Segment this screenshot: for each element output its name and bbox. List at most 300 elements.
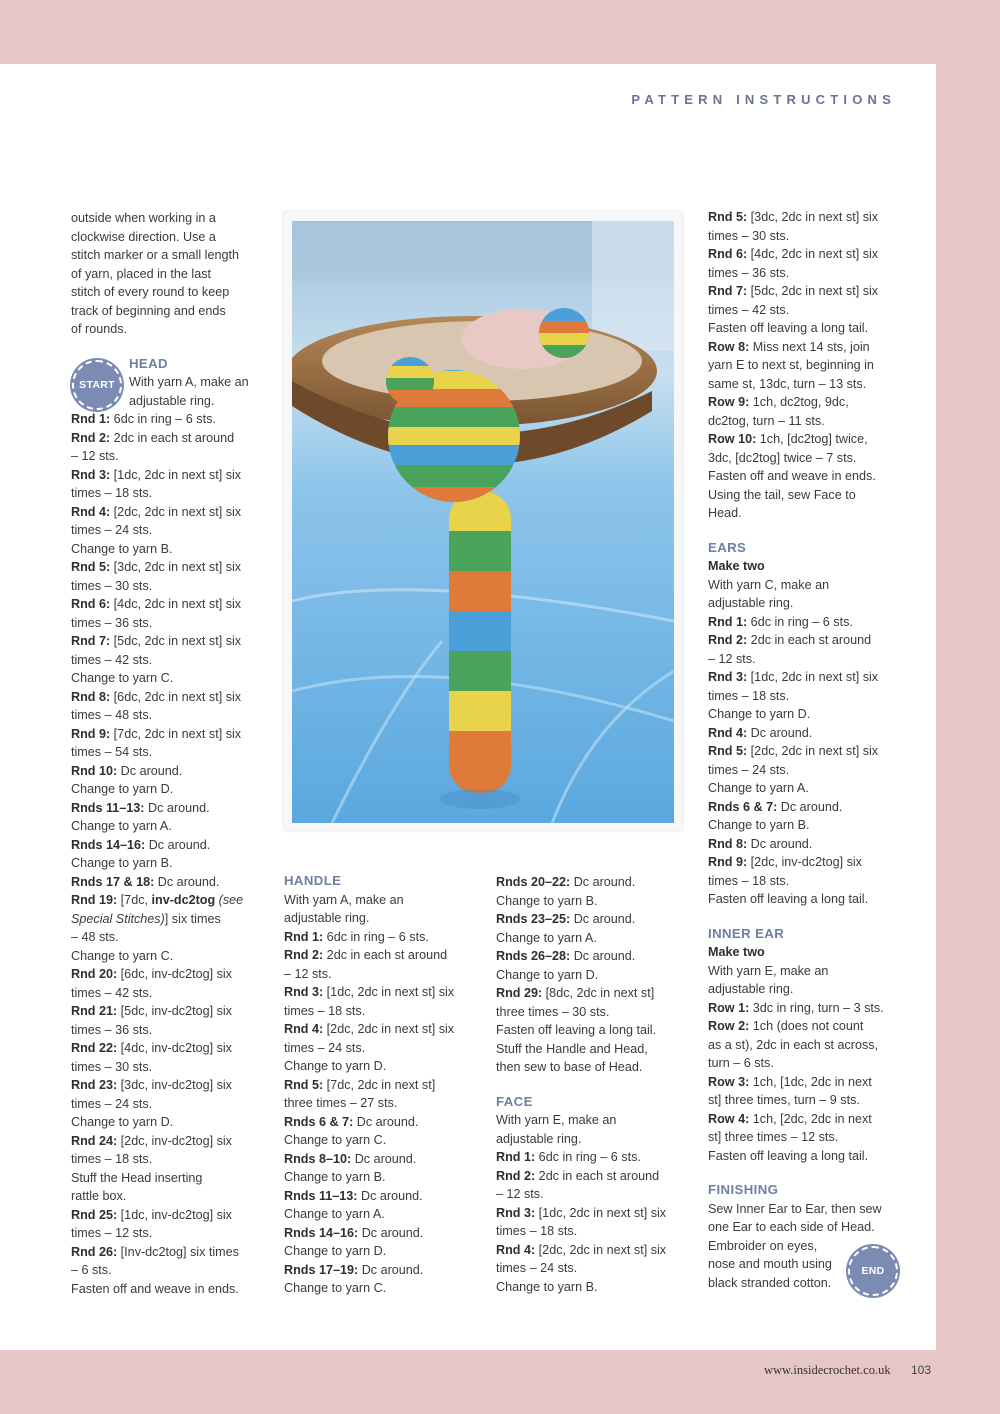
instruction-line bbox=[71, 1224, 271, 1243]
instruction-line bbox=[708, 705, 908, 724]
instruction-line bbox=[71, 1169, 271, 1188]
round-label: Rnd 2: bbox=[284, 948, 324, 962]
instruction-line bbox=[708, 393, 908, 412]
instruction-text: 6dc in ring – 6 sts. bbox=[110, 412, 216, 426]
instruction-line bbox=[708, 356, 908, 375]
instruction-line bbox=[284, 891, 484, 910]
instruction-line bbox=[708, 724, 908, 743]
instruction-text: [6dc, 2dc in next st] six bbox=[110, 689, 242, 704]
round-label: Rnd 4: bbox=[284, 1022, 324, 1036]
round-label: Rnd 21: bbox=[71, 1004, 118, 1018]
instruction-line bbox=[708, 486, 908, 505]
text-line: outside when working in a bbox=[71, 211, 216, 225]
column-4 bbox=[708, 208, 908, 1292]
text-line: track of beginning and ends bbox=[71, 303, 226, 318]
instruction-text: Change to yarn D. bbox=[496, 967, 599, 982]
instruction-line bbox=[496, 873, 696, 892]
instruction-text: Change to yarn C. bbox=[284, 1133, 387, 1147]
instruction-text: [3dc, 2dc in next st] six bbox=[110, 560, 242, 574]
text-line: clockwise direction. Use a bbox=[71, 229, 216, 244]
instruction-line bbox=[708, 319, 908, 338]
instruction-line bbox=[496, 1167, 696, 1186]
instruction-text: times – 12 sts. bbox=[71, 1226, 153, 1240]
instruction-text: Head. bbox=[708, 506, 742, 520]
round-label: Rnd 5: bbox=[284, 1077, 324, 1092]
instruction-line bbox=[708, 338, 908, 357]
instruction-line bbox=[71, 873, 271, 892]
instruction-line bbox=[284, 1076, 484, 1095]
instruction-line bbox=[284, 1187, 484, 1206]
instruction-text: times – 36 sts. bbox=[71, 1022, 153, 1037]
instruction-line bbox=[71, 614, 271, 633]
instruction-text: [1dc, inv-dc2tog] six bbox=[117, 1207, 232, 1222]
instruction-line bbox=[71, 632, 271, 651]
instruction-text: [2dc, 2dc in next st] six bbox=[323, 1022, 455, 1036]
round-label: Rnd 4: bbox=[71, 504, 111, 519]
instruction-line bbox=[708, 668, 908, 687]
face-instructions-cont bbox=[708, 208, 908, 523]
instruction-text: Dc around. bbox=[351, 1151, 417, 1166]
instruction-line bbox=[496, 1040, 696, 1059]
instruction-text: 2dc in each st around bbox=[535, 1168, 660, 1183]
instruction-line bbox=[708, 1036, 908, 1055]
footer-url: www.insidecrochet.co.uk bbox=[764, 1363, 891, 1377]
instruction-line bbox=[496, 1111, 696, 1130]
instruction-line bbox=[708, 853, 908, 872]
instruction-line bbox=[708, 1054, 908, 1073]
round-label: Row 3: bbox=[708, 1074, 750, 1089]
instruction-text: 6dc in ring – 6 sts. bbox=[323, 929, 429, 944]
instruction-line bbox=[71, 799, 271, 818]
instruction-text: Change to yarn B. bbox=[496, 893, 598, 908]
instruction-line bbox=[496, 1148, 696, 1167]
instruction-line bbox=[496, 929, 696, 948]
instruction-text: times – 30 sts. bbox=[71, 1059, 153, 1074]
instruction-line bbox=[71, 725, 271, 744]
section-title-face: FACE bbox=[496, 1093, 533, 1109]
round-label: Rnd 23: bbox=[71, 1078, 118, 1092]
instruction-line bbox=[71, 1039, 271, 1058]
instruction-text: [2dc, inv-dc2tog] six bbox=[117, 1133, 232, 1148]
instruction-line bbox=[71, 1076, 271, 1095]
instruction-text: [2dc, 2dc in next st] six bbox=[747, 744, 879, 758]
instruction-text: 2dc in each st around bbox=[747, 633, 872, 647]
instruction-text: 6dc in ring – 6 sts. bbox=[535, 1150, 641, 1164]
round-label: Rnds 11–13: bbox=[284, 1188, 358, 1203]
instruction-text: times – 42 sts. bbox=[708, 302, 790, 317]
handle-instructions-cont bbox=[496, 873, 696, 1077]
instruction-text: adjustable ring. bbox=[496, 1131, 582, 1146]
instruction-line bbox=[708, 631, 908, 650]
instruction-text: Dc around. bbox=[353, 1114, 419, 1129]
instruction-text: 6dc in ring – 6 sts. bbox=[747, 614, 853, 629]
instruction-text: Change to yarn A. bbox=[496, 930, 597, 945]
round-label: Rnd 7: bbox=[708, 284, 748, 298]
instruction-line bbox=[284, 1261, 484, 1280]
face-instructions bbox=[496, 1111, 696, 1296]
instruction-text: rattle box. bbox=[71, 1189, 127, 1203]
section-title-inner-ear: INNER EAR bbox=[708, 925, 785, 941]
instruction-line bbox=[71, 484, 271, 503]
head-instructions bbox=[71, 410, 271, 891]
round-label: Rnds 17 & 18: bbox=[71, 874, 155, 889]
instruction-line bbox=[708, 227, 908, 246]
instruction-text: Change to yarn D. bbox=[71, 782, 174, 796]
instruction-text: times – 24 sts. bbox=[284, 1040, 366, 1055]
instruction-text: [5dc, inv-dc2tog] six bbox=[117, 1004, 232, 1018]
round-label: Rnd 2: bbox=[71, 430, 111, 445]
round-label: Rnd 20: bbox=[71, 967, 118, 981]
instruction-text: – 48 sts. bbox=[71, 930, 119, 944]
instruction-line bbox=[496, 1259, 696, 1278]
instruction-text: With yarn A, make an bbox=[284, 892, 404, 907]
instruction-text: – 12 sts. bbox=[708, 651, 756, 666]
round-label: Rnd 1: bbox=[284, 929, 324, 944]
instruction-text: [6dc, inv-dc2tog] six bbox=[117, 967, 232, 981]
round-label: Rnds 14–16: bbox=[71, 837, 146, 852]
instruction-text: Sew Inner Ear to Ear, then sew bbox=[708, 1201, 882, 1216]
section-title-ears: EARS bbox=[708, 539, 747, 555]
instruction-line bbox=[71, 762, 271, 781]
instruction-text: times – 54 sts. bbox=[71, 745, 153, 759]
instruction-line bbox=[496, 892, 696, 911]
instruction-text: times – 24 sts. bbox=[71, 523, 153, 537]
round-label: Rnd 10: bbox=[71, 763, 118, 778]
inner-ear-subtitle: Make two bbox=[708, 945, 765, 959]
column-2 bbox=[284, 872, 484, 1298]
instruction-text: 1ch, [2dc, 2dc in next bbox=[749, 1111, 872, 1126]
round-label: Row 4: bbox=[708, 1111, 750, 1126]
instruction-line bbox=[284, 1168, 484, 1187]
instruction-line bbox=[708, 282, 908, 301]
instruction-text: 1ch, [1dc, 2dc in next bbox=[749, 1074, 872, 1089]
instruction-line bbox=[708, 872, 908, 891]
instruction-line bbox=[284, 1279, 484, 1298]
instruction-text: three times – 30 sts. bbox=[496, 1004, 610, 1019]
instruction-line bbox=[71, 540, 271, 559]
instruction-line bbox=[71, 836, 271, 855]
instruction-text: Change to yarn C. bbox=[71, 671, 174, 685]
instruction-line bbox=[708, 687, 908, 706]
instruction-line bbox=[496, 1278, 696, 1297]
instruction-text: With yarn E, make an bbox=[708, 963, 829, 978]
column-3 bbox=[496, 873, 696, 1296]
instruction-text: as a st), 2dc in each st across, bbox=[708, 1037, 879, 1052]
text-line: stitch of every round to keep bbox=[71, 285, 230, 299]
instruction-line bbox=[71, 466, 271, 485]
instruction-text: [Inv-dc2tog] six times bbox=[117, 1244, 239, 1259]
round-label: Rnds 20–22: bbox=[496, 875, 571, 889]
instruction-text: times – 36 sts. bbox=[708, 265, 790, 280]
instruction-line bbox=[71, 558, 271, 577]
instruction-line bbox=[496, 947, 696, 966]
round-label: Rnd 8: bbox=[71, 689, 111, 704]
round-label: Rnd 24: bbox=[71, 1133, 118, 1148]
instruction-line bbox=[71, 1150, 271, 1169]
instruction-text: Change to yarn A. bbox=[71, 819, 172, 833]
instruction-text: 3dc, [dc2tog] twice – 7 sts. bbox=[708, 450, 857, 465]
section-title-head: HEAD bbox=[129, 355, 168, 371]
instruction-text: Fasten off leaving a long tail. bbox=[496, 1023, 657, 1037]
instruction-line bbox=[284, 1131, 484, 1150]
instruction-line bbox=[708, 779, 908, 798]
instruction-text: Change to yarn D. bbox=[284, 1059, 387, 1073]
instruction-text: times – 18 sts. bbox=[708, 688, 790, 703]
instruction-line bbox=[496, 910, 696, 929]
text-line: adjustable ring. bbox=[129, 393, 215, 408]
instruction-text: Change to yarn B. bbox=[71, 856, 173, 870]
instruction-text: times – 24 sts. bbox=[71, 1096, 153, 1111]
instruction-text: – 12 sts. bbox=[284, 966, 332, 981]
instruction-line bbox=[496, 1130, 696, 1149]
round-label: Rnd 1: bbox=[708, 614, 748, 629]
instruction-text: Miss next 14 sts, join bbox=[749, 339, 870, 354]
instruction-text: Dc around. bbox=[154, 874, 220, 889]
instruction-line bbox=[71, 1206, 271, 1225]
instruction-line bbox=[708, 980, 908, 999]
instruction-line bbox=[71, 669, 271, 688]
instruction-text: Using the tail, sew Face to bbox=[708, 487, 856, 502]
instruction-line bbox=[284, 1057, 484, 1076]
instruction-line bbox=[496, 1241, 696, 1260]
instruction-line bbox=[708, 1073, 908, 1092]
instruction-text: [1dc, 2dc in next st] six bbox=[535, 1205, 667, 1220]
round-label: Rnd 5: bbox=[708, 744, 748, 758]
instruction-line bbox=[71, 1113, 271, 1132]
instruction-line bbox=[496, 966, 696, 985]
instruction-line bbox=[496, 1021, 696, 1040]
instruction-text: times – 24 sts. bbox=[496, 1261, 578, 1275]
instruction-line bbox=[284, 1205, 484, 1224]
round-label: Rnd 9: bbox=[708, 855, 748, 869]
instruction-text: 1ch, [dc2tog] twice, bbox=[756, 432, 868, 446]
round-label: Rnds 8–10: bbox=[284, 1151, 352, 1166]
instruction-line bbox=[708, 613, 908, 632]
round-label: Row 1: bbox=[708, 1000, 750, 1015]
instruction-line bbox=[708, 504, 908, 523]
instruction-text: [2dc, inv-dc2tog] six bbox=[747, 855, 862, 869]
round-label: Rnd 1: bbox=[71, 412, 111, 426]
round-label: Rnd 4: bbox=[708, 725, 748, 740]
instruction-text: Dc around. bbox=[358, 1225, 424, 1240]
instruction-text: [5dc, 2dc in next st] six bbox=[747, 284, 879, 298]
instruction-line bbox=[71, 503, 271, 522]
instruction-line bbox=[71, 780, 271, 799]
round-label: Row 2: bbox=[708, 1019, 750, 1033]
instruction-text: nose and mouth using bbox=[708, 1257, 832, 1271]
rattle-photo bbox=[292, 221, 674, 823]
instruction-text: Embroider on eyes, bbox=[708, 1238, 818, 1253]
intro-text bbox=[71, 209, 271, 339]
instruction-line bbox=[708, 999, 908, 1018]
instruction-line bbox=[71, 521, 271, 540]
instruction-text: st] three times – 12 sts. bbox=[708, 1130, 839, 1144]
instruction-line bbox=[71, 595, 271, 614]
instruction-text: Dc around. bbox=[358, 1262, 424, 1277]
instruction-text: times – 18 sts. bbox=[708, 873, 790, 888]
instruction-line bbox=[708, 1128, 908, 1147]
instruction-line bbox=[708, 1091, 908, 1110]
round-label: Rnds 11–13: bbox=[71, 800, 145, 815]
instruction-text: Dc around. bbox=[777, 799, 843, 814]
section-title-handle: HANDLE bbox=[284, 873, 342, 888]
round-label: Rnd 1: bbox=[496, 1150, 536, 1164]
round-label: Rnd 7: bbox=[71, 634, 111, 648]
round-label: Rnd 6: bbox=[708, 247, 748, 261]
instruction-text: adjustable ring. bbox=[708, 596, 794, 610]
instruction-text: [2dc, 2dc in next st] six bbox=[110, 504, 242, 519]
round-label: Row 8: bbox=[708, 339, 750, 354]
instruction-text: times – 42 sts. bbox=[71, 652, 153, 667]
instruction-line bbox=[708, 1017, 908, 1036]
round-label: Rnd 8: bbox=[708, 836, 748, 851]
instruction-text: Change to yarn C. bbox=[71, 948, 174, 963]
instruction-line bbox=[708, 1200, 908, 1219]
round-label: Rnd 3: bbox=[284, 985, 324, 999]
instruction-line bbox=[71, 817, 271, 836]
instruction-line bbox=[708, 245, 908, 264]
instruction-line bbox=[71, 1243, 271, 1262]
instruction-line bbox=[284, 1039, 484, 1058]
instruction-line bbox=[708, 412, 908, 431]
instruction-text: With yarn E, make an bbox=[496, 1113, 617, 1127]
instruction-line bbox=[71, 1132, 271, 1151]
instruction-line bbox=[708, 835, 908, 854]
instruction-line bbox=[71, 854, 271, 873]
instruction-line bbox=[496, 1204, 696, 1223]
round-label: Rnd 2: bbox=[496, 1168, 536, 1183]
round-label: Rnds 6 & 7: bbox=[284, 1114, 354, 1129]
instruction-text: yarn E to next st, beginning in bbox=[708, 358, 874, 372]
instruction-text: times – 18 sts. bbox=[496, 1224, 578, 1238]
instruction-text: Dc around. bbox=[747, 725, 813, 740]
instruction-line bbox=[71, 928, 271, 947]
instruction-line bbox=[708, 1110, 908, 1129]
instruction-text: st] three times, turn – 9 sts. bbox=[708, 1093, 860, 1107]
instruction-line bbox=[284, 983, 484, 1002]
instruction-line bbox=[71, 984, 271, 1003]
instruction-line bbox=[708, 742, 908, 761]
instruction-text: 1ch, dc2tog, 9dc, bbox=[749, 395, 849, 409]
round-label: Rnds 26–28: bbox=[496, 949, 571, 963]
instruction-text: Fasten off leaving a long tail. bbox=[708, 1148, 869, 1163]
instruction-text: – 12 sts. bbox=[71, 449, 119, 463]
instruction-text: adjustable ring. bbox=[708, 982, 794, 996]
instruction-line bbox=[496, 1003, 696, 1022]
instruction-line bbox=[71, 1021, 271, 1040]
instruction-text: times – 18 sts. bbox=[71, 1152, 153, 1166]
instruction-text: dc2tog, turn – 11 sts. bbox=[708, 413, 825, 428]
instruction-text: Change to yarn B. bbox=[496, 1279, 598, 1294]
instruction-line bbox=[71, 688, 271, 707]
instruction-line bbox=[708, 576, 908, 595]
instruction-text: [2dc, 2dc in next st] six bbox=[535, 1242, 667, 1257]
instruction-text: – 12 sts. bbox=[496, 1187, 544, 1201]
instruction-text: then sew to base of Head. bbox=[496, 1060, 643, 1074]
instruction-line bbox=[708, 467, 908, 486]
page-number: 103 bbox=[911, 1363, 932, 1377]
ears-instructions bbox=[708, 576, 908, 909]
instruction-line bbox=[71, 410, 271, 429]
instruction-line bbox=[71, 1280, 271, 1299]
instruction-line bbox=[284, 1242, 484, 1261]
instruction-text: Dc around. bbox=[747, 836, 813, 851]
head-instructions-2 bbox=[71, 928, 271, 1298]
instruction-line bbox=[71, 706, 271, 725]
round-label: Rnd 9: bbox=[71, 726, 111, 741]
instruction-text: [4dc, 2dc in next st] six bbox=[110, 597, 242, 611]
instruction-text: Change to yarn C. bbox=[284, 1281, 387, 1295]
instruction-line bbox=[496, 984, 696, 1003]
round-label: Rnd 5: bbox=[708, 210, 748, 224]
instruction-line bbox=[71, 1095, 271, 1114]
instruction-text: three times – 27 sts. bbox=[284, 1096, 398, 1110]
instruction-text: Change to yarn B. bbox=[708, 818, 810, 832]
instruction-line bbox=[284, 1002, 484, 1021]
instruction-text: [7dc, 2dc in next st] bbox=[323, 1077, 436, 1092]
instruction-line bbox=[496, 1222, 696, 1241]
section-title-finishing: FINISHING bbox=[708, 1182, 779, 1197]
text-line: With yarn A, make an bbox=[129, 375, 249, 389]
instruction-text: Change to yarn A. bbox=[284, 1207, 385, 1221]
round-label: Rnds 14–16: bbox=[284, 1225, 359, 1240]
instruction-line bbox=[708, 962, 908, 981]
instruction-text: [1dc, 2dc in next st] six bbox=[323, 985, 455, 999]
instruction-text: times – 18 sts. bbox=[284, 1003, 366, 1018]
instruction-text: [4dc, 2dc in next st] six bbox=[747, 247, 879, 261]
round-label: Rnd 6: bbox=[71, 597, 111, 611]
instruction-text: Dc around. bbox=[357, 1188, 423, 1203]
instruction-line bbox=[284, 928, 484, 947]
instruction-text: times – 48 sts. bbox=[71, 708, 153, 722]
instruction-text: Dc around. bbox=[570, 875, 636, 889]
round-label: Rnd 25: bbox=[71, 1207, 118, 1222]
inner-ear-instructions bbox=[708, 962, 908, 1166]
instruction-text: Fasten off leaving a long tail. bbox=[708, 321, 869, 335]
instruction-text: black stranded cotton. bbox=[708, 1275, 832, 1290]
instruction-text: Stuff the Head inserting bbox=[71, 1170, 203, 1185]
round-label: Rnd 3: bbox=[708, 670, 748, 684]
instruction-text: [4dc, inv-dc2tog] six bbox=[117, 1041, 232, 1055]
instruction-text: [8dc, 2dc in next st] bbox=[542, 986, 655, 1000]
instruction-line bbox=[71, 1058, 271, 1077]
handle-instructions bbox=[284, 891, 484, 1298]
instruction-text: same st, 13dc, turn – 13 sts. bbox=[708, 376, 867, 391]
round-label: Rnd 26: bbox=[71, 1244, 118, 1259]
instruction-line bbox=[708, 798, 908, 817]
instruction-text: Dc around. bbox=[144, 800, 210, 815]
instruction-line bbox=[71, 577, 271, 596]
instruction-text: Change to yarn D. bbox=[708, 707, 811, 721]
instruction-line bbox=[71, 743, 271, 762]
instruction-line bbox=[284, 1094, 484, 1113]
instruction-text: [1dc, 2dc in next st] six bbox=[110, 467, 242, 482]
text-line: of rounds. bbox=[71, 322, 128, 336]
instruction-text: [5dc, 2dc in next st] six bbox=[110, 634, 242, 648]
instruction-text: times – 36 sts. bbox=[71, 615, 153, 630]
round-label: Rnds 6 & 7: bbox=[708, 799, 778, 814]
instruction-text: [3dc, inv-dc2tog] six bbox=[117, 1078, 232, 1092]
instruction-text: Fasten off and weave in ends. bbox=[708, 469, 876, 483]
round-label: Rnd 22: bbox=[71, 1041, 118, 1055]
round-label: Rnds 17–19: bbox=[284, 1262, 359, 1277]
round-label: Rnd 4: bbox=[496, 1242, 536, 1257]
running-header: PATTERN INSTRUCTIONS bbox=[631, 92, 896, 107]
instruction-line bbox=[71, 429, 271, 448]
text-line: stitch marker or a small length bbox=[71, 248, 239, 262]
round-label: Rnds 23–25: bbox=[496, 912, 571, 926]
head-intro bbox=[129, 373, 271, 410]
